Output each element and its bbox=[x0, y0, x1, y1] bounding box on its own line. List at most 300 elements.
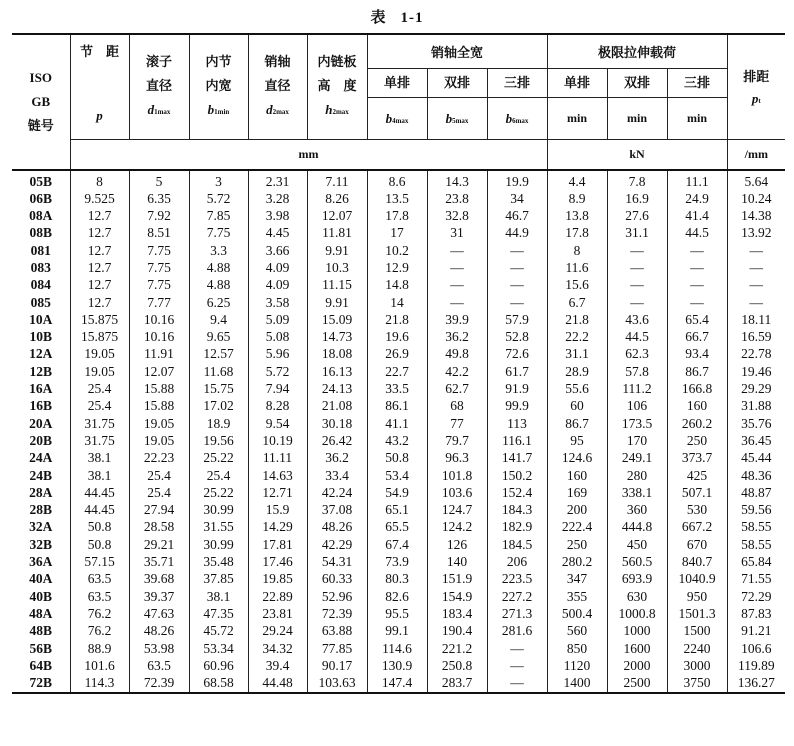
value-cell: 13.8 bbox=[547, 207, 607, 224]
chain-number-cell: 32A bbox=[12, 518, 70, 535]
chain-number-cell: 12A bbox=[12, 345, 70, 362]
value-cell: 42.24 bbox=[307, 484, 367, 501]
chain-number-cell: 08B bbox=[12, 224, 70, 241]
table-row bbox=[12, 640, 785, 657]
value-cell: 630 bbox=[607, 588, 667, 605]
value-cell: 280.2 bbox=[547, 553, 607, 570]
value-cell: 140 bbox=[427, 553, 487, 570]
value-cell: 12.7 bbox=[70, 294, 129, 311]
value-cell: 126 bbox=[427, 536, 487, 553]
value-cell: 8.6 bbox=[367, 170, 427, 190]
table-row bbox=[12, 397, 785, 414]
value-cell: 65.5 bbox=[367, 518, 427, 535]
value-cell: 88.9 bbox=[70, 640, 129, 657]
value-cell: 3750 bbox=[667, 674, 727, 693]
header-gb: GB bbox=[31, 93, 51, 109]
value-cell: 693.9 bbox=[607, 570, 667, 587]
chain-number-cell: 12B bbox=[12, 363, 70, 380]
value-cell: 347 bbox=[547, 570, 607, 587]
value-cell: 373.7 bbox=[667, 449, 727, 466]
value-cell: 10.16 bbox=[129, 311, 189, 328]
value-cell: 15.6 bbox=[547, 276, 607, 293]
value-cell: 50.8 bbox=[70, 518, 129, 535]
value-cell: 200 bbox=[547, 501, 607, 518]
value-cell: 31.1 bbox=[607, 224, 667, 241]
value-cell: — bbox=[607, 276, 667, 293]
value-cell: 19.05 bbox=[70, 363, 129, 380]
value-cell: 11.11 bbox=[248, 449, 307, 466]
table-row bbox=[12, 553, 785, 570]
value-cell: 44.5 bbox=[607, 328, 667, 345]
value-cell: 44.45 bbox=[70, 501, 129, 518]
value-cell: 60.33 bbox=[307, 570, 367, 587]
value-cell: 57.8 bbox=[607, 363, 667, 380]
value-cell: 425 bbox=[667, 467, 727, 484]
value-cell: 35.48 bbox=[189, 553, 248, 570]
value-cell: 154.9 bbox=[427, 588, 487, 605]
value-cell: 10.24 bbox=[727, 190, 785, 207]
value-cell: 103.63 bbox=[307, 674, 367, 693]
value-cell: 11.15 bbox=[307, 276, 367, 293]
value-cell: 1500 bbox=[667, 622, 727, 639]
value-cell: 173.5 bbox=[607, 415, 667, 432]
value-cell: — bbox=[667, 242, 727, 259]
inner-width-symbol: b bbox=[207, 101, 215, 117]
chain-number-cell: 085 bbox=[12, 294, 70, 311]
value-cell: 32.8 bbox=[427, 207, 487, 224]
value-cell: 53.34 bbox=[189, 640, 248, 657]
value-cell: 12.7 bbox=[70, 242, 129, 259]
value-cell: 29.29 bbox=[727, 380, 785, 397]
value-cell: — bbox=[427, 242, 487, 259]
value-cell: 54.31 bbox=[307, 553, 367, 570]
table-row bbox=[12, 588, 785, 605]
value-cell: 190.4 bbox=[427, 622, 487, 639]
pitch-label: 节 距 bbox=[79, 44, 119, 59]
value-cell: 16.59 bbox=[727, 328, 785, 345]
value-cell: — bbox=[667, 276, 727, 293]
value-cell: 68.58 bbox=[189, 674, 248, 693]
chain-number-cell: 06B bbox=[12, 190, 70, 207]
value-cell: 4.88 bbox=[189, 259, 248, 276]
value-cell: — bbox=[487, 294, 547, 311]
value-cell: 6.25 bbox=[189, 294, 248, 311]
value-cell: 7.8 bbox=[607, 170, 667, 190]
table-row bbox=[12, 380, 785, 397]
value-cell: 23.8 bbox=[427, 190, 487, 207]
value-cell: 10.16 bbox=[129, 328, 189, 345]
value-cell: 99.1 bbox=[367, 622, 427, 639]
tensile-single-label: 单排 bbox=[548, 69, 607, 98]
table-row bbox=[12, 467, 785, 484]
table-caption bbox=[0, 6, 794, 27]
value-cell: 53.98 bbox=[129, 640, 189, 657]
value-cell: 59.56 bbox=[727, 501, 785, 518]
value-cell: 17.81 bbox=[248, 536, 307, 553]
pin-length-single-sub: 4max bbox=[392, 116, 409, 125]
value-cell: 42.29 bbox=[307, 536, 367, 553]
table-row bbox=[12, 242, 785, 259]
value-cell: 560 bbox=[547, 622, 607, 639]
value-cell: 17.46 bbox=[248, 553, 307, 570]
header-pin-length-single bbox=[367, 68, 427, 139]
value-cell: 11.1 bbox=[667, 170, 727, 190]
value-cell: 57.15 bbox=[70, 553, 129, 570]
table-row bbox=[12, 449, 785, 466]
value-cell: 124.6 bbox=[547, 449, 607, 466]
value-cell: 31.1 bbox=[547, 345, 607, 362]
value-cell: 65.84 bbox=[727, 553, 785, 570]
value-cell: 63.5 bbox=[70, 570, 129, 587]
value-cell: 2240 bbox=[667, 640, 727, 657]
value-cell: — bbox=[607, 294, 667, 311]
value-cell: 5 bbox=[129, 170, 189, 190]
value-cell: 22.23 bbox=[129, 449, 189, 466]
value-cell: 14.3 bbox=[427, 170, 487, 190]
value-cell: 33.5 bbox=[367, 380, 427, 397]
value-cell: 15.875 bbox=[70, 328, 129, 345]
value-cell: 17.8 bbox=[367, 207, 427, 224]
chain-number-cell: 20A bbox=[12, 415, 70, 432]
value-cell: — bbox=[727, 242, 785, 259]
value-cell: 101.8 bbox=[427, 467, 487, 484]
table-row bbox=[12, 536, 785, 553]
pin-length-single-symbol: b bbox=[385, 110, 393, 126]
value-cell: 37.08 bbox=[307, 501, 367, 518]
value-cell: 76.2 bbox=[70, 622, 129, 639]
chain-number-cell: 16A bbox=[12, 380, 70, 397]
value-cell: 38.1 bbox=[189, 588, 248, 605]
tensile-double-sub: min bbox=[626, 110, 647, 125]
value-cell: 3000 bbox=[667, 657, 727, 674]
value-cell: 12.07 bbox=[307, 207, 367, 224]
value-cell: — bbox=[487, 242, 547, 259]
table-row bbox=[12, 190, 785, 207]
pin-length-triple-label: 三排 bbox=[488, 69, 547, 98]
value-cell: 249.1 bbox=[607, 449, 667, 466]
table-row bbox=[12, 605, 785, 622]
value-cell: 76.2 bbox=[70, 605, 129, 622]
caption-prefix: 表 bbox=[370, 10, 387, 26]
value-cell: 99.9 bbox=[487, 397, 547, 414]
pin-dia-line1: 销轴 bbox=[264, 53, 291, 69]
value-cell: 19.85 bbox=[248, 570, 307, 587]
value-cell: 141.7 bbox=[487, 449, 547, 466]
value-cell: 147.4 bbox=[367, 674, 427, 693]
tensile-double-label: 双排 bbox=[608, 69, 667, 98]
value-cell: 30.18 bbox=[307, 415, 367, 432]
value-cell: 3.58 bbox=[248, 294, 307, 311]
value-cell: 60.96 bbox=[189, 657, 248, 674]
value-cell: 22.78 bbox=[727, 345, 785, 362]
value-cell: 9.65 bbox=[189, 328, 248, 345]
value-cell: 16.9 bbox=[607, 190, 667, 207]
value-cell: 280 bbox=[607, 467, 667, 484]
value-cell: 86.7 bbox=[667, 363, 727, 380]
value-cell: 41.1 bbox=[367, 415, 427, 432]
value-cell: 47.63 bbox=[129, 605, 189, 622]
value-cell: 28.58 bbox=[129, 518, 189, 535]
value-cell: 43.2 bbox=[367, 432, 427, 449]
value-cell: 55.6 bbox=[547, 380, 607, 397]
value-cell: — bbox=[427, 259, 487, 276]
value-cell: 169 bbox=[547, 484, 607, 501]
chain-number-cell: 72B bbox=[12, 674, 70, 693]
pin-dia-sub: 2max bbox=[272, 107, 289, 116]
value-cell: 113 bbox=[487, 415, 547, 432]
value-cell: — bbox=[727, 294, 785, 311]
value-cell: 1040.9 bbox=[667, 570, 727, 587]
value-cell: — bbox=[607, 259, 667, 276]
value-cell: 57.9 bbox=[487, 311, 547, 328]
value-cell: 63.5 bbox=[70, 588, 129, 605]
value-cell: 53.4 bbox=[367, 467, 427, 484]
value-cell: 25.4 bbox=[70, 380, 129, 397]
chain-number-cell: 20B bbox=[12, 432, 70, 449]
caption-number: 1-1 bbox=[400, 10, 424, 26]
tensile-triple-label: 三排 bbox=[668, 69, 727, 98]
plate-height-symbol: h bbox=[325, 101, 333, 117]
value-cell: 17.02 bbox=[189, 397, 248, 414]
value-cell: 8.26 bbox=[307, 190, 367, 207]
value-cell: — bbox=[487, 657, 547, 674]
value-cell: 1000.8 bbox=[607, 605, 667, 622]
value-cell: 19.6 bbox=[367, 328, 427, 345]
value-cell: 15.09 bbox=[307, 311, 367, 328]
value-cell: 91.9 bbox=[487, 380, 547, 397]
pitch-symbol: p bbox=[96, 108, 103, 123]
value-cell: 26.42 bbox=[307, 432, 367, 449]
value-cell: 46.7 bbox=[487, 207, 547, 224]
value-cell: 95 bbox=[547, 432, 607, 449]
header-row-pitch bbox=[727, 34, 785, 139]
value-cell: 130.9 bbox=[367, 657, 427, 674]
value-cell: 4.88 bbox=[189, 276, 248, 293]
value-cell: 1501.3 bbox=[667, 605, 727, 622]
value-cell: 11.81 bbox=[307, 224, 367, 241]
roller-dia-symbol: d bbox=[147, 101, 155, 117]
chain-number-cell: 28B bbox=[12, 501, 70, 518]
value-cell: 160 bbox=[547, 467, 607, 484]
value-cell: 45.72 bbox=[189, 622, 248, 639]
value-cell: 77 bbox=[427, 415, 487, 432]
value-cell: 14 bbox=[367, 294, 427, 311]
value-cell: 12.7 bbox=[70, 207, 129, 224]
value-cell: 58.55 bbox=[727, 536, 785, 553]
value-cell: 23.81 bbox=[248, 605, 307, 622]
tensile-single-sub: min bbox=[566, 110, 587, 125]
table-row bbox=[12, 674, 785, 693]
value-cell: 30.99 bbox=[189, 501, 248, 518]
chain-number-cell: 16B bbox=[12, 397, 70, 414]
header-pin-length-group: 销轴全宽 bbox=[367, 34, 547, 68]
table-row bbox=[12, 207, 785, 224]
value-cell: 8 bbox=[70, 170, 129, 190]
value-cell: 5.72 bbox=[189, 190, 248, 207]
value-cell: 54.9 bbox=[367, 484, 427, 501]
value-cell: 5.72 bbox=[248, 363, 307, 380]
value-cell: 77.85 bbox=[307, 640, 367, 657]
value-cell: 223.5 bbox=[487, 570, 547, 587]
value-cell: 7.75 bbox=[129, 242, 189, 259]
table-row bbox=[12, 518, 785, 535]
header-pin-length-triple bbox=[487, 68, 547, 139]
pin-length-double-label: 双排 bbox=[428, 69, 487, 98]
value-cell: 39.4 bbox=[248, 657, 307, 674]
value-cell: 11.6 bbox=[547, 259, 607, 276]
value-cell: 82.6 bbox=[367, 588, 427, 605]
value-cell: 10.2 bbox=[367, 242, 427, 259]
value-cell: 87.83 bbox=[727, 605, 785, 622]
value-cell: — bbox=[487, 276, 547, 293]
chain-number-cell: 24A bbox=[12, 449, 70, 466]
value-cell: 19.05 bbox=[129, 432, 189, 449]
value-cell: 79.7 bbox=[427, 432, 487, 449]
value-cell: 12.7 bbox=[70, 276, 129, 293]
value-cell: 31.75 bbox=[70, 432, 129, 449]
value-cell: 10.19 bbox=[248, 432, 307, 449]
table-row bbox=[12, 415, 785, 432]
value-cell: 12.71 bbox=[248, 484, 307, 501]
header-tensile-double bbox=[607, 68, 667, 139]
value-cell: 22.2 bbox=[547, 328, 607, 345]
value-cell: 41.4 bbox=[667, 207, 727, 224]
header-plate-height bbox=[307, 34, 367, 139]
value-cell: — bbox=[487, 674, 547, 693]
value-cell: — bbox=[427, 294, 487, 311]
value-cell: 355 bbox=[547, 588, 607, 605]
pin-dia-symbol: d bbox=[266, 101, 273, 117]
value-cell: 34.32 bbox=[248, 640, 307, 657]
header-chain-number bbox=[12, 34, 70, 170]
value-cell: 7.75 bbox=[189, 224, 248, 241]
value-cell: 182.9 bbox=[487, 518, 547, 535]
value-cell: 14.73 bbox=[307, 328, 367, 345]
value-cell: 39.9 bbox=[427, 311, 487, 328]
table-row bbox=[12, 484, 785, 501]
value-cell: 5.08 bbox=[248, 328, 307, 345]
value-cell: 160 bbox=[667, 397, 727, 414]
row-pitch-sub: t bbox=[758, 97, 761, 106]
value-cell: 62.7 bbox=[427, 380, 487, 397]
value-cell: — bbox=[607, 242, 667, 259]
value-cell: 68 bbox=[427, 397, 487, 414]
value-cell: 150.2 bbox=[487, 467, 547, 484]
table-body bbox=[12, 170, 785, 694]
value-cell: 27.94 bbox=[129, 501, 189, 518]
table-row bbox=[12, 259, 785, 276]
value-cell: 36.2 bbox=[427, 328, 487, 345]
chain-number-cell: 10A bbox=[12, 311, 70, 328]
header-pitch bbox=[70, 34, 129, 139]
value-cell: 19.56 bbox=[189, 432, 248, 449]
value-cell: — bbox=[487, 640, 547, 657]
header-inner-width bbox=[189, 34, 248, 139]
value-cell: 30.99 bbox=[189, 536, 248, 553]
value-cell: 670 bbox=[667, 536, 727, 553]
value-cell: 260.2 bbox=[667, 415, 727, 432]
value-cell: 65.1 bbox=[367, 501, 427, 518]
table-row bbox=[12, 570, 785, 587]
value-cell: 7.77 bbox=[129, 294, 189, 311]
table-row bbox=[12, 363, 785, 380]
value-cell: 281.6 bbox=[487, 622, 547, 639]
value-cell: — bbox=[727, 259, 785, 276]
value-cell: 8.51 bbox=[129, 224, 189, 241]
value-cell: 25.4 bbox=[129, 467, 189, 484]
value-cell: 16.13 bbox=[307, 363, 367, 380]
value-cell: 1120 bbox=[547, 657, 607, 674]
value-cell: 71.55 bbox=[727, 570, 785, 587]
value-cell: 28.9 bbox=[547, 363, 607, 380]
value-cell: 13.5 bbox=[367, 190, 427, 207]
header-tensile-triple bbox=[667, 68, 727, 139]
value-cell: 44.5 bbox=[667, 224, 727, 241]
value-cell: 44.9 bbox=[487, 224, 547, 241]
value-cell: 1000 bbox=[607, 622, 667, 639]
header-tensile-group: 极限拉伸载荷 bbox=[547, 34, 727, 68]
value-cell: 12.9 bbox=[367, 259, 427, 276]
value-cell: 39.68 bbox=[129, 570, 189, 587]
value-cell: 58.55 bbox=[727, 518, 785, 535]
value-cell: 96.3 bbox=[427, 449, 487, 466]
units-mm: mm bbox=[70, 139, 547, 170]
value-cell: 86.1 bbox=[367, 397, 427, 414]
header-pin-length-double bbox=[427, 68, 487, 139]
value-cell: — bbox=[667, 294, 727, 311]
value-cell: 15.88 bbox=[129, 380, 189, 397]
value-cell: 29.24 bbox=[248, 622, 307, 639]
value-cell: 63.88 bbox=[307, 622, 367, 639]
chain-number-cell: 084 bbox=[12, 276, 70, 293]
value-cell: 450 bbox=[607, 536, 667, 553]
value-cell: 26.9 bbox=[367, 345, 427, 362]
value-cell: 4.45 bbox=[248, 224, 307, 241]
value-cell: 22.7 bbox=[367, 363, 427, 380]
value-cell: 3.3 bbox=[189, 242, 248, 259]
value-cell: 7.75 bbox=[129, 276, 189, 293]
value-cell: — bbox=[667, 259, 727, 276]
value-cell: 52.96 bbox=[307, 588, 367, 605]
header-pin-diameter bbox=[248, 34, 307, 139]
chain-number-cell: 08A bbox=[12, 207, 70, 224]
pin-length-double-sub: 5max bbox=[452, 116, 469, 125]
value-cell: 151.9 bbox=[427, 570, 487, 587]
value-cell: 39.37 bbox=[129, 588, 189, 605]
value-cell: 8.9 bbox=[547, 190, 607, 207]
value-cell: 61.7 bbox=[487, 363, 547, 380]
inner-width-line2: 内宽 bbox=[205, 77, 232, 93]
value-cell: 124.2 bbox=[427, 518, 487, 535]
value-cell: 3.98 bbox=[248, 207, 307, 224]
value-cell: 19.05 bbox=[70, 345, 129, 362]
pin-length-single-label: 单排 bbox=[368, 69, 427, 98]
value-cell: 36.2 bbox=[307, 449, 367, 466]
value-cell: 50.8 bbox=[70, 536, 129, 553]
value-cell: 250 bbox=[547, 536, 607, 553]
value-cell: 12.07 bbox=[129, 363, 189, 380]
chain-number-cell: 36A bbox=[12, 553, 70, 570]
value-cell: 4.09 bbox=[248, 276, 307, 293]
inner-width-sub: 1min bbox=[214, 107, 230, 116]
value-cell: 17 bbox=[367, 224, 427, 241]
value-cell: 15.88 bbox=[129, 397, 189, 414]
value-cell: 17.8 bbox=[547, 224, 607, 241]
value-cell: 2000 bbox=[607, 657, 667, 674]
value-cell: 10.3 bbox=[307, 259, 367, 276]
chain-number-cell: 48B bbox=[12, 622, 70, 639]
value-cell: 114.6 bbox=[367, 640, 427, 657]
